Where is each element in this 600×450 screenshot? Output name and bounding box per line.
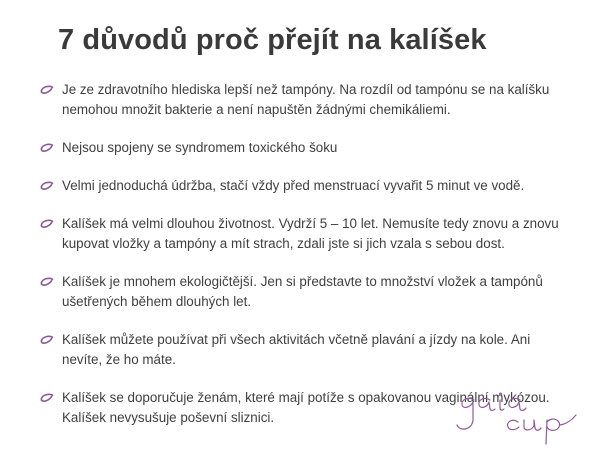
reason-text: Kalíšek můžete používat při všech aktivitách včetně plavání a jízdy na kole. Ani nevíte, že ho máte. bbox=[62, 332, 531, 367]
reason-text: Kalíšek je mnohem ekologičtější. Jen si představte to množství vložek a tampónů ušetřených během dlouhých let. bbox=[62, 274, 543, 309]
reason-text: Kalíšek se doporučuje ženám, které mají potíže s opakovanou vaginální mykózou. Kalíšek nevysušuje poševní sliznici. bbox=[62, 390, 550, 425]
reason-item bbox=[40, 214, 560, 254]
swirl-bullet-icon bbox=[40, 277, 54, 287]
reason-text: Je ze zdravotního hlediska lepší než tampóny. Na rozdíl od tampónu se na kalíšku nemohou množit bakterie a není napuštěn žádnými chemikáliemi. bbox=[62, 82, 550, 117]
swirl-bullet-icon bbox=[40, 393, 54, 403]
page-title: 7 důvodů proč přejít na kalíšek bbox=[58, 24, 487, 56]
swirl-bullet-icon bbox=[40, 143, 54, 153]
reason-item bbox=[40, 272, 560, 312]
swirl-bullet-icon bbox=[40, 85, 54, 95]
reason-item bbox=[40, 80, 560, 120]
reasons-list bbox=[40, 80, 560, 428]
reason-item bbox=[40, 138, 560, 158]
swirl-bullet-icon bbox=[40, 219, 54, 229]
reason-item bbox=[40, 176, 560, 196]
swirl-bullet-icon bbox=[40, 335, 54, 345]
swirl-bullet-icon bbox=[40, 181, 54, 191]
reason-text: Kalíšek má velmi dlouhou životnost. Vydrží 5 – 10 let. Nemusíte tedy znovu a znovu kupovat vložky a tampóny a mít strach, zdali jste si jich vzala s sebou dost. bbox=[62, 216, 559, 251]
reason-text: Velmi jednoduchá údržba, stačí vždy před menstruací vyvařit 5 minut ve vodě. bbox=[62, 178, 525, 193]
reason-item bbox=[40, 330, 560, 370]
reason-text: Nejsou spojeny se syndromem toxického šoku bbox=[62, 140, 338, 155]
gaia-cup-logo bbox=[452, 378, 582, 448]
